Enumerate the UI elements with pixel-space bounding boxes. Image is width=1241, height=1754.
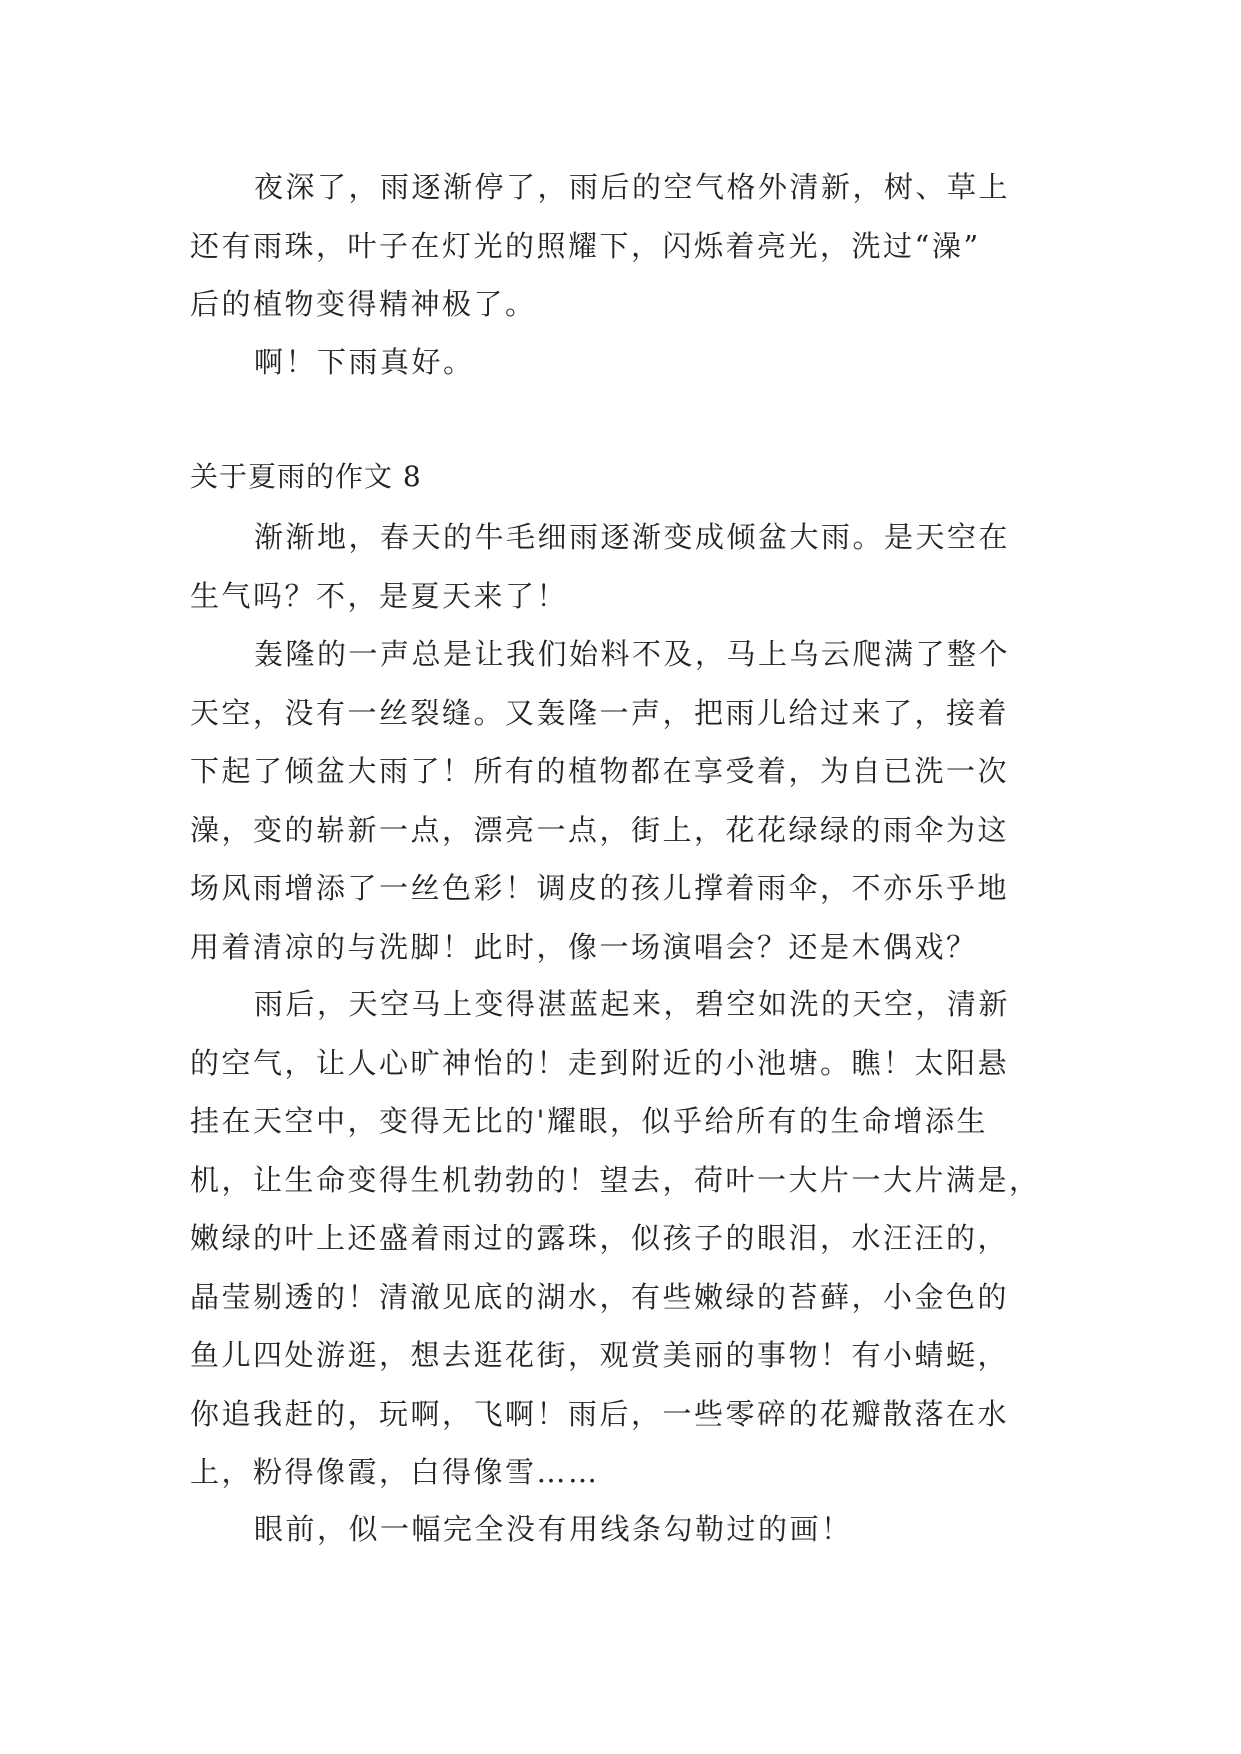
paragraph-exclaim: [190, 333, 1060, 392]
paragraph-line: 天空，没有一丝裂缝。又轰隆一声，把雨儿给过来了，接着: [190, 695, 1010, 730]
paragraph-line: 挂在天空中，变得无比的'耀眼，似乎给所有的生命增添生: [190, 1104, 988, 1138]
paragraph-line: 还有雨珠，叶子在灯光的照耀下，闪烁着亮光，洗过“澡”: [190, 228, 981, 263]
paragraph-intro: [190, 158, 1060, 334]
paragraph-line: 下起了倾盆大雨了！所有的植物都在享受着，为自已洗一次: [190, 754, 1010, 788]
paragraph-line: 机，让生命变得生机勃勃的！望去，荷叶一大片一大片满是，: [190, 1162, 1041, 1197]
paragraph-line: 夜深了，雨逐渐停了，雨后的空气格外清新，树、草上: [254, 170, 1011, 204]
paragraph-line: 轰隆的一声总是让我们始料不及，马上乌云爬满了整个: [254, 637, 1011, 671]
paragraph-2: [190, 625, 1060, 976]
paragraph-line: 晶莹剔透的！清澈见底的湖水，有些嫩绿的苔藓，小金色的: [190, 1279, 1010, 1314]
paragraph-line: 你追我赶的，玩啊，飞啊！雨后，一些零碎的花瓣散落在水: [190, 1396, 1010, 1431]
paragraph-line: 啊！下雨真好。: [254, 345, 475, 379]
paragraph-line: 场风雨增添了一丝色彩！调皮的孩儿撑着雨伞，不亦乐乎地: [190, 871, 1010, 905]
section-heading-text: 关于夏雨的作文 8: [190, 460, 422, 493]
paragraph-line: 渐渐地，春天的牛毛细雨逐渐变成倾盆大雨。是天空在: [254, 520, 1011, 554]
paragraph-line: 生气吗？不，是夏天来了！: [190, 578, 569, 613]
paragraph-line: 嫩绿的叶上还盛着雨过的露珠，似孩子的眼泪，水汪汪的，: [190, 1221, 1010, 1255]
paragraph-line: 雨后，天空马上变得湛蓝起来，碧空如洗的天空，清新: [254, 987, 1011, 1021]
paragraph-line: 眼前，似一幅完全没有用线条勾勒过的画！: [254, 1512, 853, 1546]
paragraph-line: 后的植物变得精神极了。: [190, 287, 537, 321]
paragraph-line: 上，粉得像霞，白得像雪……: [190, 1455, 600, 1489]
paragraph-line: 的空气，让人心旷神怡的！走到附近的小池塘。瞧！太阳悬: [190, 1045, 1010, 1080]
paragraph-1: [190, 508, 1060, 625]
paragraph-line: 鱼儿四处游逛，想去逛花街，观赏美丽的事物！有小蜻蜓，: [190, 1338, 1010, 1372]
section-heading: [190, 448, 1060, 507]
paragraph-line: 用着清凉的与洗脚！此时，像一场演唱会？还是木偶戏？: [190, 929, 978, 964]
paragraph-4: [190, 1500, 1060, 1559]
paragraph-line: 澡，变的崭新一点，漂亮一点，街上，花花绿绿的雨伞为这: [190, 812, 1010, 847]
paragraph-3: [190, 975, 1060, 1502]
